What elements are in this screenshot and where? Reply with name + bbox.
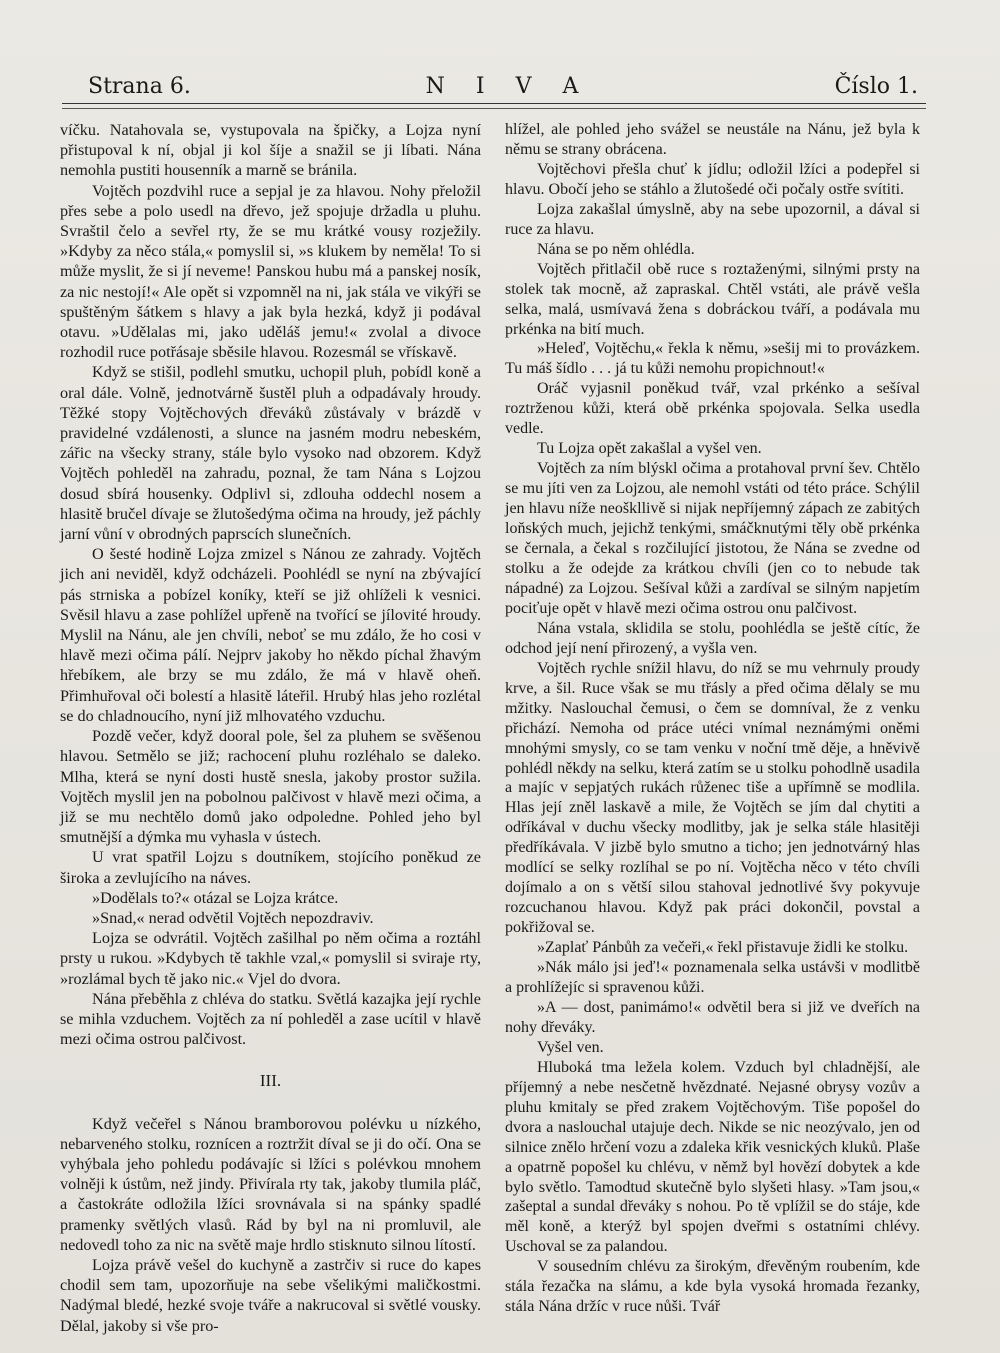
paragraph: Vojtěch přitlačil obě ruce s roztaženými, silnými prsty na stolek tak mocně, až zapraskal. Chtěl vstáti, ale právě vešla selka, malá, usmívavá žena s dobráckou tváří, a podávala mu prkénka na bití much. [505,260,920,338]
paragraph: Vojtěch za ním blýskl očima a protahoval první šev. Chtělo se mu jíti ven za Lojzou, ale nemohl vstáti od této práce. Schýlil jen hlavu níže neoškllivě si nijak nepříjemný zápach ze zabitých loňských much, jejichž tenkými, smáčknutými těly obě prkénka se černala, a čekal s rozčilující jistotou, že Nána se zvedne od stolku a že odejde za krátkou chvíli (jen co to nebude tak nápadné) za Lojzou. Sešíval kůži a zardíval se silným napjetím pociťuje opět v hlavě mezi očima ostrou onu palčivost. [505,460,920,617]
paragraph: Tu Lojza opět zakašlal a vyšel ven. [537,440,762,458]
paragraph: »Nák málo jsi jeď!« poznamenala selka ustávši v modlitbě a prohlížejíc si spravenou kůži. [505,959,920,996]
page-header [88,74,918,104]
section-heading: III. [259,1071,282,1091]
paragraph: O šesté hodině Lojza zmizel s Nánou ze zahrady. Vojtěch jich ani neviděl, když odcházeli. Poohlédl se nyní na zbývající pás strniska a pobízel koníky, kteří se již ohlíželi k vesnici. Svěsil hlavu a zase pohlížel upřeně na tvořící se jílovité hroudy. Myslil na Nánu, ale jen chvíli, neboť se mu zdálo, že ho cosi v hlavě mezi očima pálí. Nejprv jakoby ho někdo píchal žhavým hřebíkem, ale brzy se mu zdálo, že má v hlavě oheň. Přimhuřoval oči bolestí a hlasitě láteřil. Hrubý hlas jeho rozlétal se do chladnoucího, nyní již mlhovatého vzduchu. [60,545,481,725]
paragraph: Nána vstala, sklidila se stolu, poohlédla se ještě cítíc, že odchod její není přirozený, a vyšla ven. [505,619,920,657]
paragraph: Nána přeběhla z chléva do statku. Světlá kazajka její rychle se mihla vzduchem. Vojtěch za ní pohleděl a zase ucítil v hlavě mezi očima ostrou palčivost. [60,989,481,1049]
paragraph: V sousedním chlévu za širokým, dřevěným roubením, kde stála řezačka na slámu, a kde byla vysoká hromada řezanky, stála Nána držíc v ruce nůši. Tvář [505,1258,920,1316]
paragraph: Vyšel ven. [537,1038,604,1056]
paragraph: Pozdě večer, když dooral pole, šel za pluhem se svěšenou hlavou. Setmělo se již; rachocení pluhu rozléhalo se daleko. Mlha, která se nyní dosti hustě snesla, jakoby prostor sužila. Vojtěch myslil jen na pobolnou palčivost v hlavě mezi očima, a již se mu nechtělo domů jako odpoledne. Pohled jeho byl smutnější a dýmka mu vyhasla v ústech. [60,727,481,847]
left-column [60,120,481,1336]
paragraph: hlížel, ale pohled jeho svážel se neustále na Nánu, jež byla k němu se strany obrácena. [505,121,920,158]
paragraph: víčku. Natahovala se, vystupovala na špičky, a Lojza nyní přistupoval k ní, objal ji kol šíje a snažil se ji líbati. Nána nemohla pustiti housenník a marně se bránila. [60,121,481,180]
paragraph: »Dodělals to?« otázal se Lojza krátce. [92,888,339,907]
paragraph: Když se stišil, podlehl smutku, uchopil pluh, pobídl koně a oral dále. Volně, jednotvárně šustěl pluh a odpadávaly hroudy. Těžké stopy Vojtěchových dřeváků zůstávaly v brázdě v pravidelné vzdálenosti, a slunce na jasném modru nebeském, zářic na všecky strany, stále bylo vysoko nad obzorem. Když Vojtěch pohleděl na zahradu, poznal, že tam Nána s Lojzou dosud sbírá housenky. Odplivl si, zdlouha oddechl nosem a hlasitě bručel dívaje se žlutošedýma očima na hroudy, jež páchly jarní vůní v obrodných paprscích slunečních. [60,363,481,544]
paragraph: Vojtěch rychle snížil hlavu, do níž se mu vehrnuly proudy krve, a šil. Ruce však se mu třásly a před očima dělaly se mu mžitky. Naslouchal čemusi, o čem se domníval, že z venku přichází. Nemoha od práce utéci vnímal neznámými oněmi mnohými smysly, co se tam venku v noční tmě děje, a hněvivě pohlédl někdy na selku, která zatím se u stolku pohodlně usadila a majíc v sepjatých rukách růženec tiše a upřímně se modlila. Hlas její zněl laskavě a mile, že Vojtěch se jím dal chytiti a odříkával v duchu všecky modlitby, jak je selka stále hlasitěji předříkávala. V jizbě bylo smutno a ticho; jen jednotvárný hlas modlící se selky rozlíhal se po ní. Vojtěcha něco v této chvíli dojímalo a on s větší silou stahoval jednotlivé švy pokyvuje rozcuchanou hlavou. Když pak práci dokončil, povstal a pokřižoval se. [505,659,920,937]
header-rule [62,103,926,104]
page-number: Strana 6. [88,74,191,99]
paragraph: »A — dost, panimámo!« odvětil bera si již ve dveřích na nohy dřeváky. [505,998,920,1036]
paragraph: »Snad,« nerad odvětil Vojtěch nepozdraviv. [92,908,374,927]
paragraph: Lojza se odvrátil. Vojtěch zašilhal po něm očima a roztáhl prsty u rukou. »Kdybych tě takhle vzal,« pomyslil si sviraje rty, »rozlámal bych tě jako nic.« Vjel do dvora. [60,929,481,988]
paragraph: Vojtěch pozdvihl ruce a sepjal je za hlavou. Nohy přeložil přes sebe a polo usedl na dřevo, jež spojuje držadla u pluhu. Svraštil čelo a sevřel rty, že se mu krátké vousy rozježily. »Kdyby za něco stála,« pomyslil si, »s klukem by neměla! To si může myslit, že si jí neveme! Panskou hubu má a panskej nosík, za nic nestojí!« Ale opět si vzpomněl na ni, jak stála ve vikýři se spuštěným šátkem s hlavy a jak byla hezká, když ji podával otavu. »Udělalas mi, jako uděláš jemu!« zvolal a divoce rozhodil ruce potřásaje sběsile hlavou. Rozesmál se vřískavě. [60,181,481,362]
paragraph: Nána se po něm ohlédla. [537,240,695,258]
paragraph: Lojza zakašlal úmyslně, aby na sebe upozornil, a dával si ruce za hlavu. [505,200,920,238]
paragraph: Lojza právě vešel do kuchyně a zastrčiv si ruce do kapes chodil sem tam, upozorňuje na sebe všelikými maličkostmi. Nadýmal bledé, hezké svoje tváře a nakrucoval si světlé vousky. Dělal, jakoby si vše pro- [60,1255,481,1335]
issue-number: Číslo 1. [834,74,918,99]
masthead-title: N I V A [425,74,591,99]
paragraph: Když večeřel s Nánou bramborovou polévku u nízkého, nebarveného stolku, roznícen a roztržit díval se ji do očí. Ona se vyhýbala jeho pohledu podávajíc si lžíci s polévkou mnohem volněji k ústům, než jindy. Přivírala rty tak, jakoby tlumila pláč, a častokráte odložila lžíci srovnávala si na spánky spadlé pramenky světlých vlasů. Rád by byl na ni promluvil, ale nedovedl toho za nic na světě maje hrdlo stisknuto silnou lítostí. [60,1114,481,1254]
paragraph: Vojtěchovi přešla chuť k jídlu; odložil lžíci a podepřel si hlavu. Obočí jeho se stáhlo a žlutošedé oči počaly ostře svítiti. [505,160,920,198]
paragraph: U vrat spatřil Lojzu s doutníkem, stojícího poněkud ze široka a zevlujícího na náves. [60,848,481,887]
paragraph: »Zaplať Pánbůh za večeři,« řekl přistavuje židli ke stolku. [537,939,909,957]
header-rule-thin [62,108,926,109]
paragraph: Hluboká tma ležela kolem. Vzduch byl chladnější, ale příjemný a nebe nesčetně hvězdnaté. Nejasné obrysy vozův a pluhu kmitaly se před zrakem Vojtěchovým. Tiše popošel do dvora a naslouchal utajuje dech. Nikde se nic neozývalo, jen od silnice znělo hrčení vozu a zdaleka křik vesnických kluků. Plaše a opatrně popošel ku chlévu, v němž byl hovězí dobytek a kde bylo světlo. Tamodtud skutečně bylo slyšeti hlasy. »Tam jsou,« zašeptal a sundal dřeváky s nohou. Po tě vplížil se do stáje, kde měl koně, a kterýž byl spojen dveřmi s ostatními chlévy. Uschoval se za palandou. [505,1058,920,1256]
paragraph: »Heleď, Vojtěchu,« řekla k němu, »sešij mi to provázkem. Tu máš šídlo . . . já tu kůži nemohu propichnout!« [505,340,920,378]
right-column [505,120,920,1317]
paragraph: Oráč vyjasnil poněkud tvář, vzal prkénko a sešíval roztrženou kůži, která obě prkénka spojovala. Selka usedla vedle. [505,380,920,438]
